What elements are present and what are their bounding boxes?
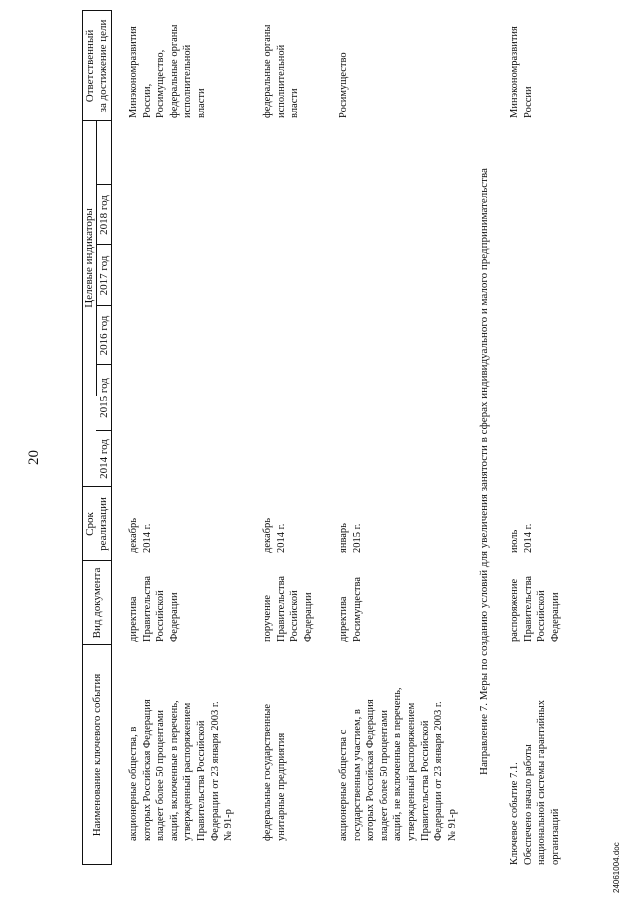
document-code: 24061004.doc xyxy=(612,842,621,893)
event-7-1-deadline: июль 2014 г. xyxy=(509,523,534,553)
row2-event: федеральные государственные унитарные предприятия xyxy=(262,704,287,841)
row1-deadline: декабрь 2014 г. xyxy=(128,518,153,553)
event-7-1-title: Ключевое событие 7.1. Обеспечено начало работы национальной системы гарантийных организаций xyxy=(509,699,561,865)
header-indicators: Целевые индикаторы xyxy=(83,208,95,308)
header-event-name: Наименование ключевого события xyxy=(91,673,103,837)
event-7-1-doc: распоряжение Правительства Российской Федерации xyxy=(509,575,561,642)
row3-doc: директива Росимущества xyxy=(338,577,363,642)
event-7-1-responsible: Минэкономразвития России xyxy=(509,26,534,118)
section-title: Направление 7. Меры по созданию условий для увеличения занятости в сферах индивидуального и малого предпринимательства xyxy=(478,168,490,775)
row2-deadline: декабрь 2014 г. xyxy=(262,518,287,553)
header-year-2017: 2017 год xyxy=(98,255,110,296)
table-header xyxy=(82,0,112,905)
header-deadline-1: Срок xyxy=(84,512,96,536)
page-number: 20 xyxy=(26,450,42,465)
header-responsible-2: за достижение цели xyxy=(97,19,109,113)
row2-responsible: федеральные органы исполнительной власти xyxy=(262,24,301,118)
header-year-2018: 2018 год xyxy=(98,195,110,235)
row2-doc: поручение Правительства Российской Федерации xyxy=(262,575,314,642)
row3-responsible: Росимущество xyxy=(338,52,349,118)
row1-responsible: Минэкономразвития России, Росимущество, федеральные органы исполнительной власти xyxy=(128,24,207,118)
header-deadline-2: реализации xyxy=(97,497,109,551)
row1-event: акционерные общества, в которых Российская Федерация владеет более 50 процентами акций, включенные в перечень, утвержденный распоряжением Правительства Российской Федерации от 23 января 2003 г. № 91-р xyxy=(128,699,235,841)
header-year-2014: 2014 год xyxy=(98,439,110,479)
row3-deadline: январь 2015 г. xyxy=(338,523,363,553)
header-doc-type: Вид документа xyxy=(91,567,103,639)
row3-event: акционерные общества с государственным участием, в которых Российская Федерация владеет более 50 процентами акций, не включенные в перечень, утвержденный распоряжением Правительства Российской Федерации от 23 января 2003 г. № 91-р xyxy=(338,687,458,841)
header-year-2015: 2015 год xyxy=(98,378,110,418)
row1-doc: директива Правительства Российской Федерации xyxy=(128,575,180,642)
header-year-2016: 2016 год xyxy=(98,315,110,356)
header-responsible-1: Ответственный xyxy=(84,29,96,103)
